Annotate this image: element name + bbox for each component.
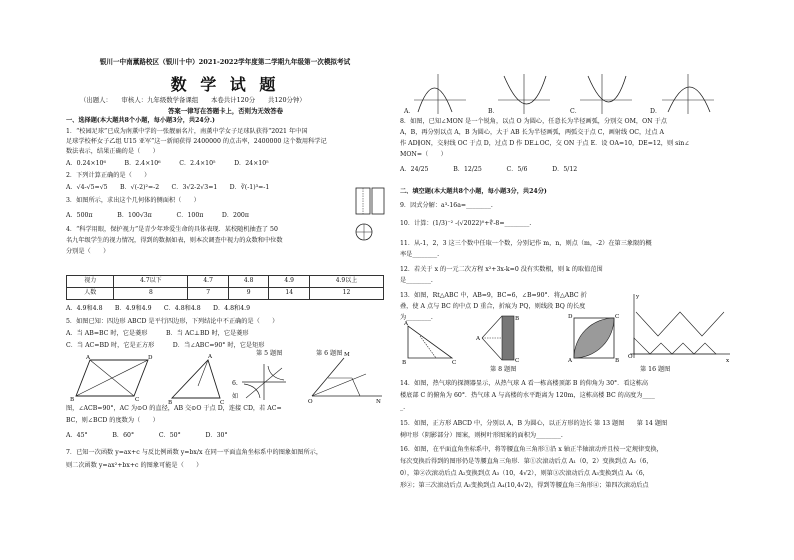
fig6-caption: 第 6 题图 — [316, 350, 343, 357]
q14-line2: 楼底部 C 的俯角为 60°．热气球 A 与高楼的水平距离为 120m，这栋高楼 BC 的高度为____ — [400, 392, 655, 399]
q6-options: A．45° B．60° C．50° D．30° — [66, 432, 228, 439]
svg-text:B: B — [615, 358, 620, 364]
q13-line3: 为________. — [400, 314, 433, 321]
svg-text:C: C — [220, 400, 225, 406]
q5-parallelogram-figure — [72, 356, 152, 402]
q14-building-figure — [478, 312, 538, 362]
q7-line1: 7．已知一次函数 y=ax+c 与反比例函数 y=bx/x 在同一平面直角坐标系中的图象如图所示， — [66, 449, 323, 456]
q3-options: A．500π B．100√3π C．100π D．200π — [66, 212, 249, 219]
exam-header-line: 银川一中南薰路校区（银川十中）2021-2022学年度第二学期九年级第一次模拟考试 — [99, 58, 351, 66]
page-title: 数 学 试 题 — [170, 75, 280, 94]
table-cell: 4.8 — [228, 276, 269, 288]
table-cell: 14 — [269, 288, 310, 300]
table-row — [67, 288, 384, 300]
q3-three-view-figure — [352, 186, 386, 266]
q4-options: A．4.9和4.8 B．4.9和4.9 C．4.8和4.8 D．4.8和4.9 — [66, 305, 251, 312]
q7-option-d-label: D． — [650, 108, 662, 115]
q7-options-graphs — [400, 74, 730, 116]
exam-info-line: （出题人： 审核人：九年级数学备课组 本卷共计120分 共120分钟） — [80, 96, 306, 104]
svg-text:B: B — [168, 400, 173, 406]
q12-line1: 12．若关于 x 的一元二次方程 x²+3x-k=0 没有实数根，则 k 的取值范围 — [400, 266, 603, 273]
q7-option-a-label: A． — [404, 108, 415, 115]
svg-text:C: C — [615, 314, 620, 320]
svg-text:B: B — [515, 316, 520, 322]
q12-line2: 是________. — [400, 277, 433, 284]
q7-graph-d — [662, 74, 714, 114]
table-cell: 4.7 — [188, 276, 229, 288]
q6-line2: BC，则∠BCD 的度数为（ ） — [66, 417, 159, 424]
q16-line1: 16．如图，在平面直角坐标系中，将等腰直角三角形①沿 x 轴正半轴滚动并且按一定规律变换， — [400, 446, 663, 453]
table-cell: 4.7以下 — [114, 276, 188, 288]
q9-stem: 9．因式分解：a³-16a=________. — [400, 202, 493, 209]
table-cell: 4.9以上 — [309, 276, 383, 288]
q6-word-start: 如 — [232, 393, 239, 400]
q5-options-row2: C．当 AC=BD 时，它是正方形 D．当∠ABC=90° 时，它是矩形 — [66, 342, 265, 349]
table-cell: 12 — [309, 288, 383, 300]
q6-triangle-circle-figure — [168, 354, 225, 406]
q6-line1: 图，∠ACB=90°，AC 为⊙O 的直径，AB 交⊙O 于点 D，连接 CD，若 AC= — [66, 405, 282, 412]
q13-line2: 叠，使 A 点与 BC 的中点 D 重合，折痕为 PQ，则线段 BQ 的长度 — [400, 303, 586, 310]
svg-text:C: C — [135, 397, 140, 403]
svg-text:y: y — [636, 294, 640, 300]
svg-text:A: A — [86, 355, 91, 361]
q4-line1: 4．“科学用眼，保护视力”是青少年珍爱生命的具体表现．某校随机抽查了 50 — [66, 226, 278, 233]
q16-line2: 每次变换后得到的图形仍是等腰直角三角形．第①次滚动后点 A₁（0，2）变换到点 A₂（6， — [400, 458, 653, 465]
svg-text:C: C — [515, 358, 520, 364]
vision-table — [66, 275, 384, 300]
q11-line2: 率是________. — [400, 251, 440, 258]
q5-stem: 5．如图已知：四边形 ABCD 是平行四边形，下列结论中不正确的是（ ） — [66, 318, 279, 325]
svg-text:O: O — [308, 399, 313, 405]
q4-line3: 分别是（ ） — [66, 248, 110, 255]
svg-text:A: A — [208, 354, 213, 360]
svg-text:A: A — [404, 321, 409, 327]
q7-graph-a — [414, 74, 466, 114]
svg-text:B: B — [70, 397, 75, 403]
svg-text:B: B — [402, 360, 407, 366]
q7-axes-figure — [240, 362, 288, 402]
q15-line1: 15．如图，正方形 ABCD 中，分别以 A，B 为圆心，以正方形的边长 第 13 题图 第 14 题图 — [400, 420, 668, 427]
q3-stem: 3．如图所示，求出这个几何体的侧面积（ ） — [66, 197, 200, 204]
q7-graph-c — [580, 74, 632, 114]
q8-line4: MON=（ ） — [400, 151, 447, 158]
answer-note: 答案一律写在答题卡上，否则为无效答卷 — [168, 107, 284, 115]
table-cell: 4.9 — [269, 276, 310, 288]
svg-text:N: N — [376, 399, 381, 405]
section-fill-heading: 二、填空题(本大题共8个小题，每小题3分，共24分) — [400, 188, 547, 195]
svg-text:M: M — [344, 352, 350, 358]
svg-text:D: D — [568, 314, 573, 320]
q7-line2: 则二次函数 y=ax²+bx+c 的图象可能是（ ） — [66, 462, 203, 469]
svg-text:C: C — [452, 360, 457, 366]
q15-line2: 树叶形（阴影部分）图案，则树叶形图案的面积为________. — [400, 432, 563, 439]
q8-line2: A，B，再分别以点 A，B 为圆心，大于 AB 长为半径画弧，两弧交于点 C，画射线 OC，过点 A — [400, 129, 665, 136]
q8-line1: 8．如图，已知∠MON 是一个锐角，以点 O 为圆心，任意长为半径画弧，分别交 OM，ON 于点 — [400, 118, 667, 125]
q1-line1: 1．“校园足球”已成为南薰中学的一张靓丽名片，南薰中学女子足球队获得“2021 年中国 — [66, 128, 308, 135]
q8-options: A．24/25 B．12/25 C．5/6 D．5/12 — [400, 166, 578, 173]
q8-line3: 作 AD∥ON，交射线 OC 于点 D，过点 D 作 DE⊥OC，交 ON 于点 E．设 OA=10，DE=12，则 sin∠ — [400, 140, 690, 147]
svg-text:A: A — [476, 336, 481, 342]
q16-line3: 0），第②次滚动后点 A₂变换到点 A₃（10，4√2），则第③次滚动后点 A₃变换到点 A₄（6， — [400, 470, 649, 477]
table-cell: 7 — [188, 288, 229, 300]
q13-line1: 13．如图，Rt△ABC 中，AB=9，BC=6，∠B=90°．将△ABC 折 — [400, 292, 587, 299]
q7-graph-b — [498, 74, 550, 114]
q1-line3: 数法表示，结果正确的是（ ） — [66, 148, 159, 155]
q7-option-c-label: C． — [570, 108, 581, 115]
q16-line4: 形②；第三次滚动后点 A₃变换到点 A₄(10,4√2)，得到等腰直角三角形④；第四次滚动后点 — [400, 482, 649, 489]
q1-line2: 足球学校杯女子乙组 U15 亚军”这一新闻获得 2400000 的点击率，2400000 这个数用科学记 — [66, 138, 327, 145]
q15-square-leaf-figure — [568, 314, 620, 364]
q14-line1: 14．如图，热气球的探测器显示，从热气球 A 看一栋高楼顶部 B 的仰角为 30°．看这栋高 — [400, 380, 649, 387]
svg-text:x: x — [726, 358, 730, 364]
table-cell: 8 — [114, 288, 188, 300]
q2-options: A．√4-√5=√5 B．√(-2)²=-2 C．3√2-2√3=1 D．∛(-1)³=-1 — [66, 184, 270, 191]
q14-line3: _. — [400, 404, 406, 411]
q6-number: 6. — [232, 380, 238, 387]
table-cell: 人数 — [67, 288, 114, 300]
q11-line1: 11．从-1，2，3 这三个数中任取一个数，分别记作 m，n，则点（m，-2）在第三象限的概 — [400, 240, 652, 247]
fig5-caption: 第 5 题图 — [256, 350, 283, 357]
svg-text:D: D — [148, 355, 153, 361]
q10-stem: 10．计算：(1/3)⁻² -(√2022)⁰+∜-8=________. — [400, 220, 532, 227]
q13-fold-triangle-figure — [402, 321, 458, 366]
fig16-caption: 第 16 题图 — [640, 366, 671, 373]
q16-rolling-triangles-figure — [628, 292, 732, 362]
table-cell: 9 — [228, 288, 269, 300]
q4-line2: 名九年级学生的视力情况，得到的数据如表，则本次调查中视力的众数和中位数 — [66, 237, 283, 244]
q5-options-row1: A．当 AB=BC 时，它是菱形 B．当 AC⊥BD 时，它是菱形 — [66, 330, 249, 337]
table-row — [67, 276, 384, 288]
svg-text:O: O — [628, 354, 633, 360]
q2-stem: 2．下列计算正确的是（ ） — [66, 172, 151, 179]
table-cell: 视力 — [67, 276, 114, 288]
fig13-caption: 第 8 题图 — [490, 366, 517, 373]
svg-text:A: A — [568, 358, 573, 364]
q7-option-b-label: B． — [488, 108, 499, 115]
section-choice-heading: 一、选择题(本大题共8个小题，每小题3分，共24分.) — [66, 117, 215, 124]
q1-options: A．0.24×10⁶ B．2.4×10⁶ C．2.4×10⁵ D．24×10⁵ — [66, 160, 269, 167]
